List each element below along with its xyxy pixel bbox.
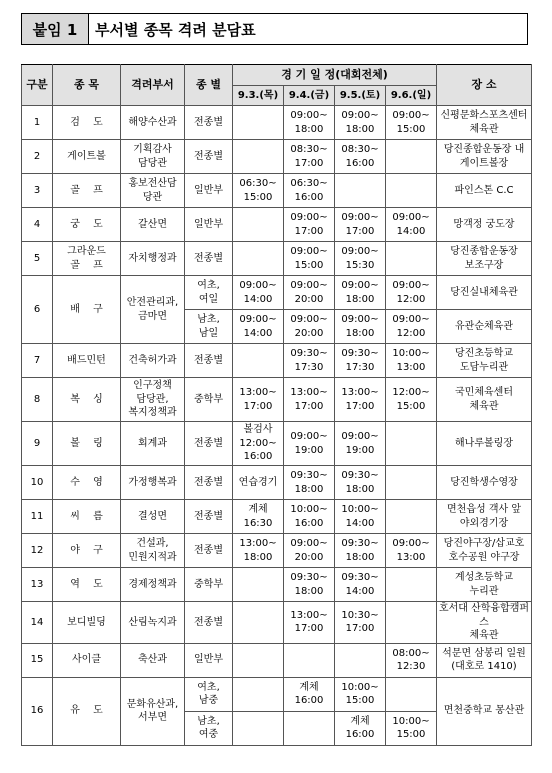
schedule-cell (284, 711, 335, 745)
venue: 호서대 산학융합캠퍼스 체육관 (437, 602, 532, 644)
schedule-cell: 08:30~ 16:00 (335, 140, 386, 174)
schedule-cell (233, 602, 284, 644)
schedule-cell (233, 106, 284, 140)
table-row (22, 534, 532, 568)
schedule-cell: 볼검사 12:00~ 16:00 (233, 422, 284, 466)
schedule-cell: 09:00~ 20:00 (284, 534, 335, 568)
schedule-cell: 09:30~ 14:00 (335, 568, 386, 602)
sport-name: 게이트볼 (53, 140, 121, 174)
schedule-body (22, 106, 532, 746)
category: 일반부 (185, 208, 233, 242)
schedule-cell (386, 500, 437, 534)
department: 갈산면 (121, 208, 185, 242)
schedule-cell: 09:00~ 17:00 (335, 208, 386, 242)
sport-name: 배드민턴 (53, 344, 121, 378)
attachment-label: 붙임 1 (22, 14, 89, 44)
schedule-cell: 09:00~ 15:30 (335, 242, 386, 276)
table-row (22, 643, 532, 677)
row-number: 3 (22, 174, 53, 208)
header-dept: 격려부서 (121, 65, 185, 106)
department: 문화유산과, 서부면 (121, 677, 185, 745)
table-row (22, 106, 532, 140)
schedule-cell (386, 242, 437, 276)
department: 회계과 (121, 422, 185, 466)
schedule-cell: 09:00~ 18:00 (335, 276, 386, 310)
sport-name: 사이클 (53, 643, 121, 677)
schedule-cell (335, 643, 386, 677)
sport-name: 수 영 (53, 466, 121, 500)
schedule-cell: 10:00~ 16:00 (284, 500, 335, 534)
header-venue: 장 소 (437, 65, 532, 106)
row-number: 14 (22, 602, 53, 644)
venue: 국민체육센터 체육관 (437, 378, 532, 422)
schedule-cell: 09:00~ 20:00 (284, 276, 335, 310)
sport-name: 야 구 (53, 534, 121, 568)
department: 결성면 (121, 500, 185, 534)
department: 홍보전산담 당관 (121, 174, 185, 208)
schedule-cell: 09:00~ 19:00 (335, 422, 386, 466)
row-number: 15 (22, 643, 53, 677)
table-row (22, 242, 532, 276)
venue: 당진종합운동장 내 게이트볼장 (437, 140, 532, 174)
schedule-cell (233, 208, 284, 242)
venue: 당진야구장/삽교호 호수공원 야구장 (437, 534, 532, 568)
schedule-cell: 09:00~ 20:00 (284, 310, 335, 344)
schedule-cell: 09:00~ 14:00 (233, 276, 284, 310)
venue: 당진종합운동장 보조구장 (437, 242, 532, 276)
schedule-cell: 09:30~ 18:00 (335, 466, 386, 500)
schedule-cell (284, 643, 335, 677)
schedule-cell: 12:00~ 15:00 (386, 378, 437, 422)
schedule-cell: 09:30~ 18:00 (335, 534, 386, 568)
schedule-cell: 10:00~ 15:00 (335, 677, 386, 711)
sport-name: 그라운드 골 프 (53, 242, 121, 276)
schedule-cell (233, 140, 284, 174)
schedule-cell: 09:00~ 12:00 (386, 310, 437, 344)
schedule-cell: 09:30~ 17:30 (335, 344, 386, 378)
sport-name: 씨 름 (53, 500, 121, 534)
category: 여초, 여일 (185, 276, 233, 310)
row-number: 6 (22, 276, 53, 344)
schedule-cell: 계체 16:00 (335, 711, 386, 745)
schedule-cell (386, 677, 437, 711)
table-row (22, 140, 532, 174)
schedule-cell: 10:00~ 14:00 (335, 500, 386, 534)
department: 안전관리과, 금마면 (121, 276, 185, 344)
venue: 당진실내체육관 (437, 276, 532, 310)
venue: 당진초등학교 도담누리관 (437, 344, 532, 378)
schedule-cell: 09:00~ 15:00 (284, 242, 335, 276)
category: 전종별 (185, 602, 233, 644)
schedule-cell: 09:30~ 17:30 (284, 344, 335, 378)
row-number: 8 (22, 378, 53, 422)
venue: 유관순체육관 (437, 310, 532, 344)
header-no: 구분 (22, 65, 53, 106)
schedule-cell: 13:00~ 17:00 (233, 378, 284, 422)
table-row (22, 500, 532, 534)
schedule-cell: 06:30~ 15:00 (233, 174, 284, 208)
schedule-cell: 연습경기 (233, 466, 284, 500)
schedule-cell: 계체 16:00 (284, 677, 335, 711)
category: 일반부 (185, 643, 233, 677)
department: 축산과 (121, 643, 185, 677)
sport-name: 복 싱 (53, 378, 121, 422)
department: 건설과, 민원지적과 (121, 534, 185, 568)
header-date: 9.5.(토) (335, 86, 386, 106)
sport-name: 골 프 (53, 174, 121, 208)
table-row (22, 174, 532, 208)
header-date: 9.3.(목) (233, 86, 284, 106)
sport-name: 궁 도 (53, 208, 121, 242)
schedule-cell: 08:00~ 12:30 (386, 643, 437, 677)
category: 전종별 (185, 500, 233, 534)
schedule-cell (386, 174, 437, 208)
category: 전종별 (185, 140, 233, 174)
schedule-cell: 13:00~ 17:00 (284, 602, 335, 644)
schedule-cell: 09:00~ 14:00 (386, 208, 437, 242)
table-row (22, 466, 532, 500)
venue: 면천읍성 객사 앞 야외경기장 (437, 500, 532, 534)
schedule-cell: 09:00~ 18:00 (335, 310, 386, 344)
schedule-cell: 09:30~ 18:00 (284, 568, 335, 602)
header-sport: 종 목 (53, 65, 121, 106)
venue: 면천중학교 몽산관 (437, 677, 532, 745)
department: 산림녹지과 (121, 602, 185, 644)
schedule-cell (386, 602, 437, 644)
category: 중학부 (185, 568, 233, 602)
sport-name: 보디빌딩 (53, 602, 121, 644)
schedule-cell: 13:00~ 17:00 (284, 378, 335, 422)
row-number: 16 (22, 677, 53, 745)
row-number: 1 (22, 106, 53, 140)
schedule-cell: 09:00~ 12:00 (386, 276, 437, 310)
venue: 석문면 삼봉리 일원 (대호로 1410) (437, 643, 532, 677)
table-row (22, 276, 532, 310)
schedule-cell (233, 711, 284, 745)
schedule-cell: 08:30~ 17:00 (284, 140, 335, 174)
department: 인구정책 담당관, 복지정책과 (121, 378, 185, 422)
schedule-cell: 09:00~ 17:00 (284, 208, 335, 242)
schedule-cell: 06:30~ 16:00 (284, 174, 335, 208)
row-number: 4 (22, 208, 53, 242)
sport-name: 배 구 (53, 276, 121, 344)
table-row (22, 344, 532, 378)
row-number: 2 (22, 140, 53, 174)
schedule-cell (233, 344, 284, 378)
table-row (22, 568, 532, 602)
row-number: 5 (22, 242, 53, 276)
schedule-cell (386, 422, 437, 466)
title-box (21, 13, 528, 45)
sport-name: 검 도 (53, 106, 121, 140)
schedule-cell (233, 568, 284, 602)
category: 남초, 여중 (185, 711, 233, 745)
schedule-cell (233, 677, 284, 711)
schedule-table (21, 64, 532, 746)
sport-name: 볼 링 (53, 422, 121, 466)
document-title: 부서별 종목 격려 분담표 (95, 20, 256, 39)
row-number: 9 (22, 422, 53, 466)
schedule-cell: 09:00~ 15:00 (386, 106, 437, 140)
category: 전종별 (185, 466, 233, 500)
department: 가정행복과 (121, 466, 185, 500)
schedule-cell (386, 568, 437, 602)
table-row (22, 208, 532, 242)
venue: 계성초등학교 누리관 (437, 568, 532, 602)
header-schedule: 경 기 일 정(대회전체) (233, 65, 437, 86)
category: 중학부 (185, 378, 233, 422)
department: 경제정책과 (121, 568, 185, 602)
row-number: 10 (22, 466, 53, 500)
schedule-cell (233, 242, 284, 276)
sport-name: 역 도 (53, 568, 121, 602)
table-row (22, 422, 532, 466)
category: 여초, 남중 (185, 677, 233, 711)
schedule-cell: 계체 16:30 (233, 500, 284, 534)
schedule-cell: 09:00~ 18:00 (284, 106, 335, 140)
schedule-cell (386, 140, 437, 174)
schedule-cell: 10:00~ 13:00 (386, 344, 437, 378)
category: 전종별 (185, 106, 233, 140)
department: 자치행정과 (121, 242, 185, 276)
schedule-cell (233, 643, 284, 677)
header-category: 종 별 (185, 65, 233, 106)
table-row (22, 677, 532, 711)
row-number: 7 (22, 344, 53, 378)
category: 전종별 (185, 422, 233, 466)
schedule-cell: 09:00~ 19:00 (284, 422, 335, 466)
schedule-cell: 13:00~ 18:00 (233, 534, 284, 568)
table-row (22, 378, 532, 422)
schedule-cell (386, 466, 437, 500)
venue: 신평문화스포츠센터 체육관 (437, 106, 532, 140)
table-row (22, 602, 532, 644)
schedule-cell: 09:00~ 18:00 (335, 106, 386, 140)
venue: 해나루볼링장 (437, 422, 532, 466)
schedule-cell: 13:00~ 17:00 (335, 378, 386, 422)
department: 해양수산과 (121, 106, 185, 140)
category: 남초, 남일 (185, 310, 233, 344)
department: 기획감사 담당관 (121, 140, 185, 174)
sport-name: 유 도 (53, 677, 121, 745)
schedule-cell (335, 174, 386, 208)
row-number: 11 (22, 500, 53, 534)
schedule-cell: 10:30~ 17:00 (335, 602, 386, 644)
venue: 당진학생수영장 (437, 466, 532, 500)
schedule-cell: 09:00~ 13:00 (386, 534, 437, 568)
department: 건축허가과 (121, 344, 185, 378)
schedule-cell: 09:30~ 18:00 (284, 466, 335, 500)
row-number: 13 (22, 568, 53, 602)
header-date: 9.6.(일) (386, 86, 437, 106)
venue: 망객정 궁도장 (437, 208, 532, 242)
row-number: 12 (22, 534, 53, 568)
category: 전종별 (185, 344, 233, 378)
schedule-cell: 09:00~ 14:00 (233, 310, 284, 344)
category: 전종별 (185, 534, 233, 568)
header-date: 9.4.(금) (284, 86, 335, 106)
schedule-cell: 10:00~ 15:00 (386, 711, 437, 745)
category: 전종별 (185, 242, 233, 276)
venue: 파인스톤 C.C (437, 174, 532, 208)
category: 일반부 (185, 174, 233, 208)
